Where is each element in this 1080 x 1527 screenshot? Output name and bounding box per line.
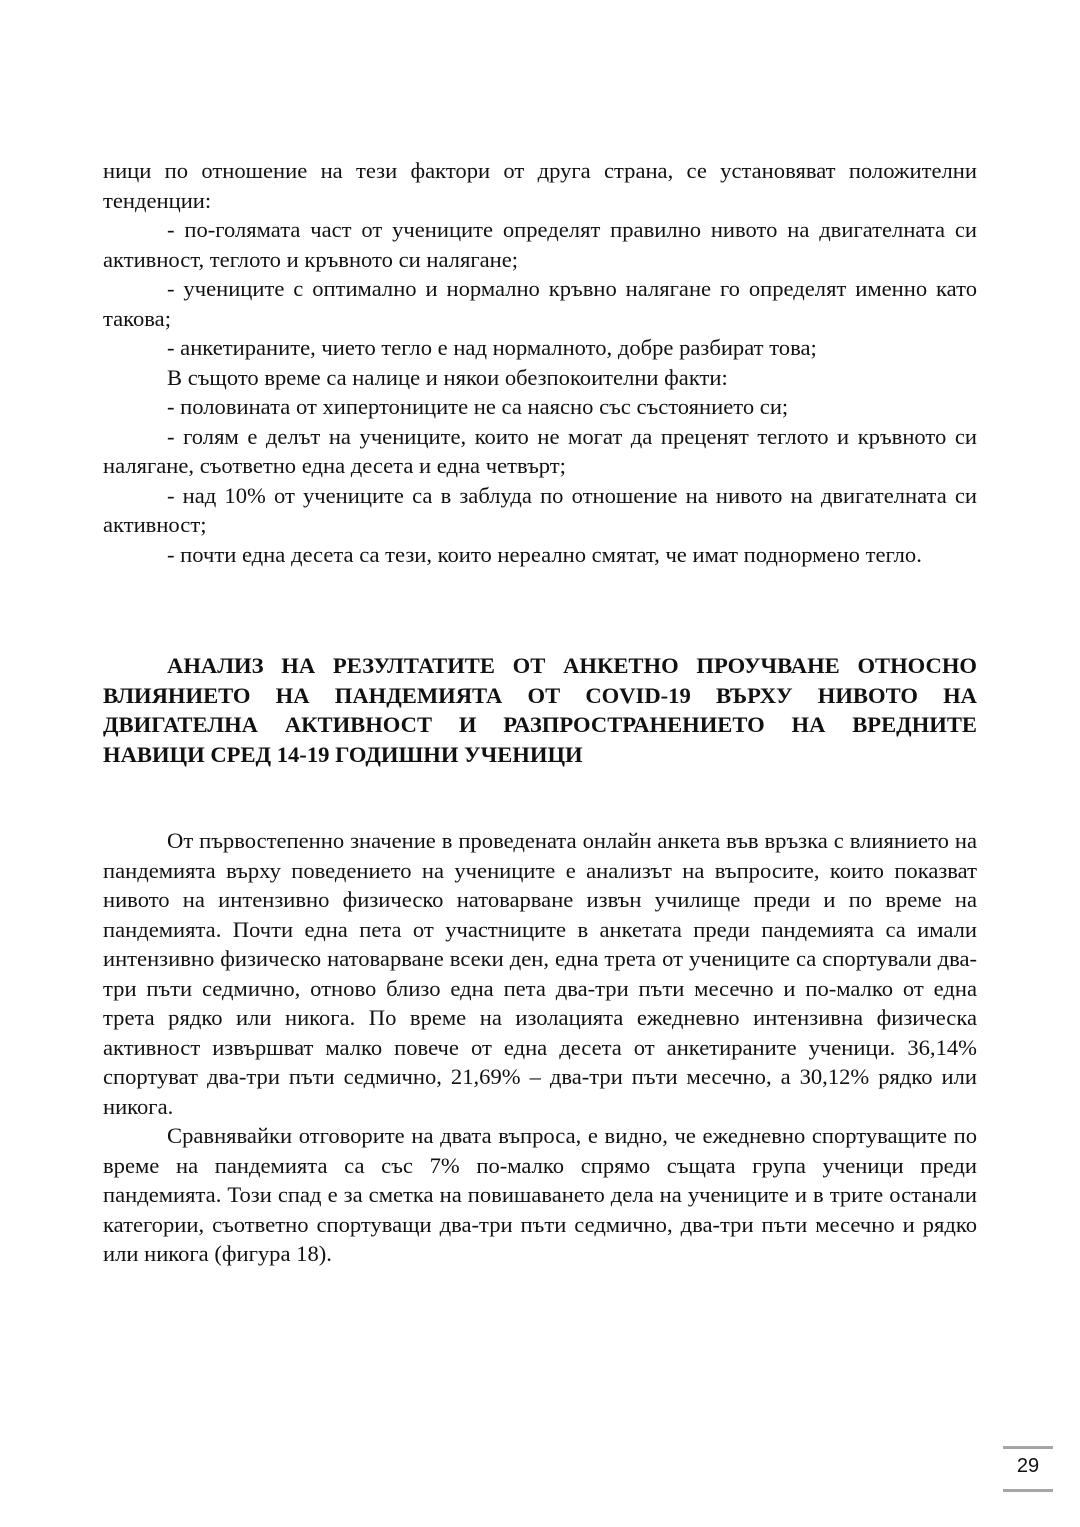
body-paragraph: Сравнявайки отговорите на двата въпроса, е видно, че ежедневно спортуващите по време на пандемията са със 7% по-малко спрямо същата група ученици преди пандемията. Този спад е за сметка на повишаването дела на учениците и в трите останали категории, съответно спортуващи два-три пъти седмично, два-три пъти месечно и рядко или никога (фигура 18). (103, 1123, 977, 1266)
section-heading-block (103, 651, 977, 769)
list-item: - над 10% от учениците са в заблуда по отношение на нивото на двигателната си активност; (103, 482, 977, 537)
list-item: - почти една десета са тези, които нереално смятат, че имат поднормено тегло. (167, 541, 922, 567)
list-item: - учениците с оптимално и нормално кръвно налягане го определят именно като такова; (103, 276, 977, 331)
page-number: 29 (1016, 1455, 1040, 1477)
list-item: - голям е делът на учениците, които не могат да преценят теглото и кръвното си налягане, съответно една десета и една четвърт; (103, 423, 977, 478)
list-item: - половината от хипертониците не са наясно със състоянието си; (167, 394, 789, 419)
page-number-box (1003, 1446, 1053, 1492)
section-heading: АНАЛИЗ НА РЕЗУЛТАТИТЕ ОТ АНКЕТНО ПРОУЧВАНЕ ОТНОСНО ВЛИЯНИЕТО НА ПАНДЕМИЯТА ОТ COVID-19 ВЪРХУ НИВОТО НА ДВИГАТЕЛНА АКТИВНОСТ И РАЗПРОСТРАНЕНИЕТО НА ВРЕДНИТЕ НАВИЦИ СРЕД 14-19 ГОДИШНИ УЧЕНИЦИ (103, 653, 977, 767)
body-text-block (103, 826, 977, 1269)
body-paragraph: От първостепенно значение в проведената онлайн анкета във връзка с влиянието на пандемията върху поведението на учениците е анализът на въпросите, които показват нивото на интензивно физическо натоварване извън училище преди и по време на пандемията. Почти една пета от участниците в анкетата преди пандемията са имали интензивно физическо натоварване всеки ден, една трета от учениците са спортували два-три пъти седмично, отново близо една пета два-три пъти месечно и по-малко от една трета рядко или никога. По време на изолацията ежедневно интензивна физическа активност извършват малко повече от една десета от анкетираните ученици. 36,14% спортуват два-три пъти седмично, 21,69% – два-три пъти месечно, а 30,12% рядко или никога. (103, 828, 977, 1119)
list-item: - по-голямата част от учениците определят правилно нивото на двигателната си активност, теглото и кръвното си налягане; (103, 217, 977, 272)
concerns-intro-line: В същото време са налице и някои обезпокоителни факти: (167, 364, 728, 390)
intro-paragraph-continuation: ници по отношение на тези фактори от друга страна, се установяват положителни тенденции: (103, 158, 977, 213)
list-item: - анкетираните, чието тегло е над нормалното, добре разбират това; (167, 335, 817, 360)
intro-text-block (103, 156, 977, 569)
